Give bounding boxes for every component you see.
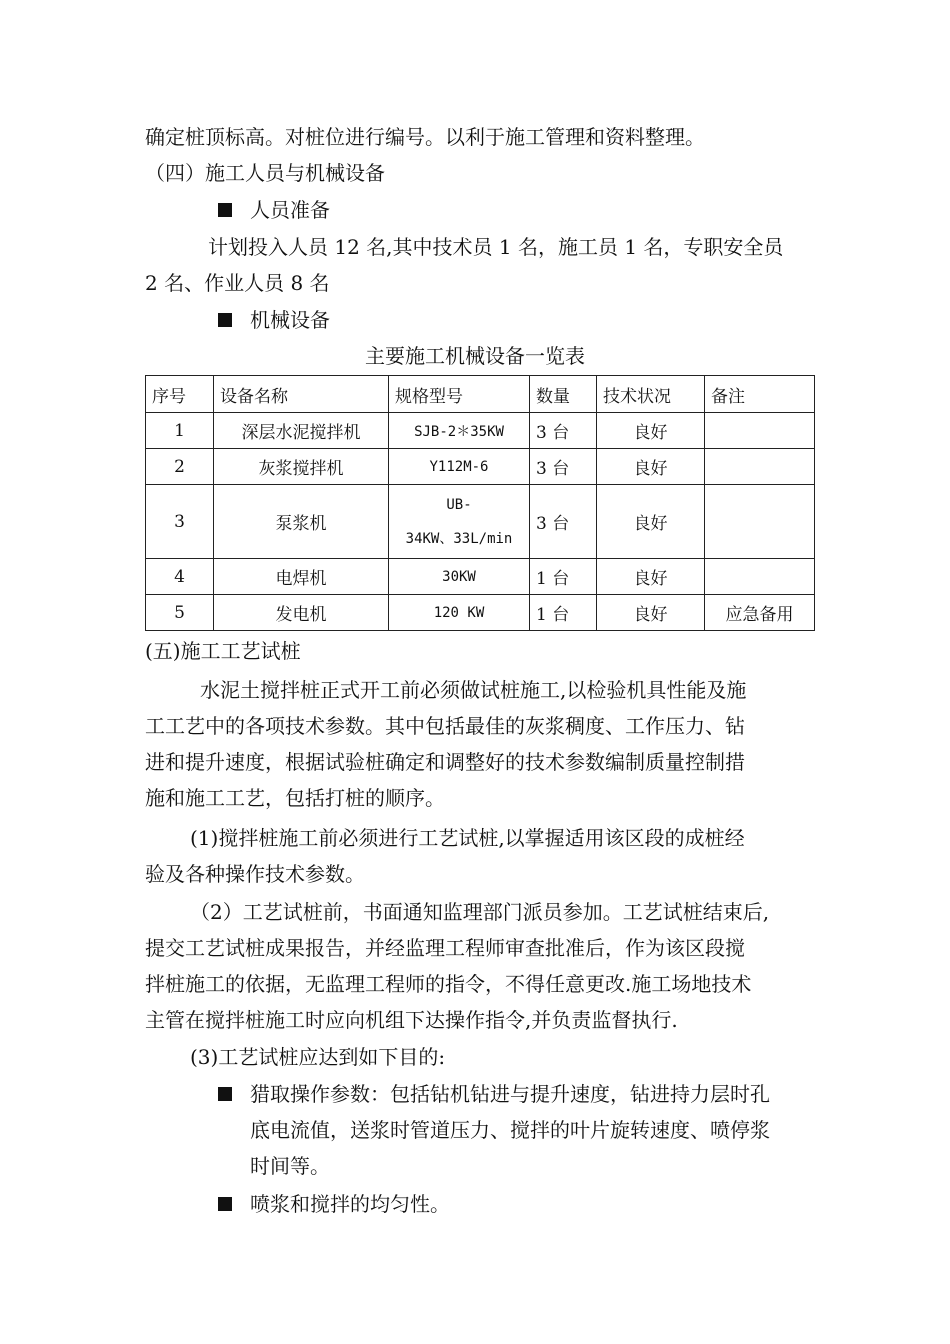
table-row xyxy=(146,485,815,559)
cell-status: 良好 xyxy=(597,413,705,449)
cell-status: 良好 xyxy=(597,559,705,595)
section-heading-5: (五)施工工艺试桩 xyxy=(145,639,301,663)
square-bullet-icon xyxy=(218,203,232,217)
column-header: 序号 xyxy=(146,376,214,413)
cell-qty: 3 台 xyxy=(530,413,597,449)
table-caption: 主要施工机械设备一览表 xyxy=(365,344,585,368)
cell-note xyxy=(705,559,815,595)
cell-name: 灰浆搅拌机 xyxy=(214,449,389,485)
bullet-personnel: 人员准备 xyxy=(250,198,330,222)
cell-name: 电焊机 xyxy=(214,559,389,595)
cell-status: 良好 xyxy=(597,485,705,559)
cell-no: 5 xyxy=(146,595,214,631)
paragraph-line: 主管在搅拌桩施工时应向机组下达操作指令,并负责监督执行. xyxy=(145,1008,678,1032)
cell-note xyxy=(705,485,815,559)
paragraph-line: 提交工艺试桩成果报告，并经监理工程师审查批准后，作为该区段搅 xyxy=(145,936,745,960)
bullet-goal-line: 时间等。 xyxy=(250,1154,330,1178)
paragraph-line: (1)搅拌桩施工前必须进行工艺试桩,以掌握适用该区段的成桩经 xyxy=(190,826,745,850)
paragraph-line: 计划投入人员 12 名,其中技术员 1 名，施工员 1 名，专职安全员 xyxy=(208,235,784,259)
cell-qty: 3 台 xyxy=(530,485,597,559)
square-bullet-icon xyxy=(218,313,232,327)
cell-spec: Y112M-6 xyxy=(389,449,530,485)
paragraph-line: 水泥土搅拌桩正式开工前必须做试桩施工,以检验机具性能及施 xyxy=(200,678,747,702)
paragraph-line: 验及各种操作技术参数。 xyxy=(145,862,365,886)
paragraph-line: 进和提升速度，根据试验桩确定和调整好的技术参数编制质量控制措 xyxy=(145,750,745,774)
cell-no: 2 xyxy=(146,449,214,485)
paragraph-line: 拌桩施工的依据，无监理工程师的指令，不得任意更改.施工场地技术 xyxy=(145,972,752,996)
table-row xyxy=(146,559,815,595)
cell-name: 深层水泥搅拌机 xyxy=(214,413,389,449)
paragraph-line: 确定桩顶标高。对桩位进行编号。以利于施工管理和资料整理。 xyxy=(145,125,705,149)
cell-spec: 120 KW xyxy=(389,595,530,631)
paragraph-line: （2）工艺试桩前，书面通知监理部门派员参加。工艺试桩结束后, xyxy=(190,900,770,924)
equipment-table xyxy=(145,375,815,631)
cell-spec: 30KW xyxy=(389,559,530,595)
bullet-goal-line: 猎取操作参数：包括钻机钻进与提升速度，钻进持力层时孔 xyxy=(250,1082,770,1106)
paragraph-line: 工工艺中的各项技术参数。其中包括最佳的灰浆稠度、工作压力、钻 xyxy=(145,714,745,738)
cell-name: 发电机 xyxy=(214,595,389,631)
bullet-goal-line: 喷浆和搅拌的均匀性。 xyxy=(250,1192,450,1216)
cell-no: 1 xyxy=(146,413,214,449)
cell-qty: 3 台 xyxy=(530,449,597,485)
paragraph-line: 2 名、作业人员 8 名 xyxy=(145,271,330,295)
cell-spec: SJB-2＊35KW xyxy=(389,413,530,449)
cell-spec-line: 34KW、33L/min xyxy=(405,530,513,547)
cell-note: 应急备用 xyxy=(705,595,815,631)
square-bullet-icon xyxy=(218,1087,232,1101)
cell-status: 良好 xyxy=(597,595,705,631)
column-header: 规格型号 xyxy=(389,376,530,413)
cell-status: 良好 xyxy=(597,449,705,485)
cell-qty: 1 台 xyxy=(530,559,597,595)
column-header: 设备名称 xyxy=(214,376,389,413)
column-header: 备注 xyxy=(705,376,815,413)
cell-no: 4 xyxy=(146,559,214,595)
table-row xyxy=(146,449,815,485)
cell-spec-line: UB- xyxy=(446,496,472,513)
cell-name: 泵浆机 xyxy=(214,485,389,559)
bullet-goal-line: 底电流值，送浆时管道压力、搅拌的叶片旋转速度、喷停浆 xyxy=(250,1118,770,1142)
paragraph-line: 施和施工工艺，包括打桩的顺序。 xyxy=(145,786,445,810)
cell-no: 3 xyxy=(146,485,214,559)
cell-qty: 1 台 xyxy=(530,595,597,631)
table-row xyxy=(146,413,815,449)
table-header-row xyxy=(146,376,815,413)
bullet-machinery: 机械设备 xyxy=(250,308,330,332)
column-header: 技术状况 xyxy=(597,376,705,413)
section-heading-4: （四）施工人员与机械设备 xyxy=(145,161,385,185)
paragraph-line: (3)工艺试桩应达到如下目的: xyxy=(190,1045,446,1069)
table-row xyxy=(146,595,815,631)
square-bullet-icon xyxy=(218,1197,232,1211)
cell-note xyxy=(705,449,815,485)
cell-spec xyxy=(389,485,530,559)
cell-note xyxy=(705,413,815,449)
column-header: 数量 xyxy=(530,376,597,413)
